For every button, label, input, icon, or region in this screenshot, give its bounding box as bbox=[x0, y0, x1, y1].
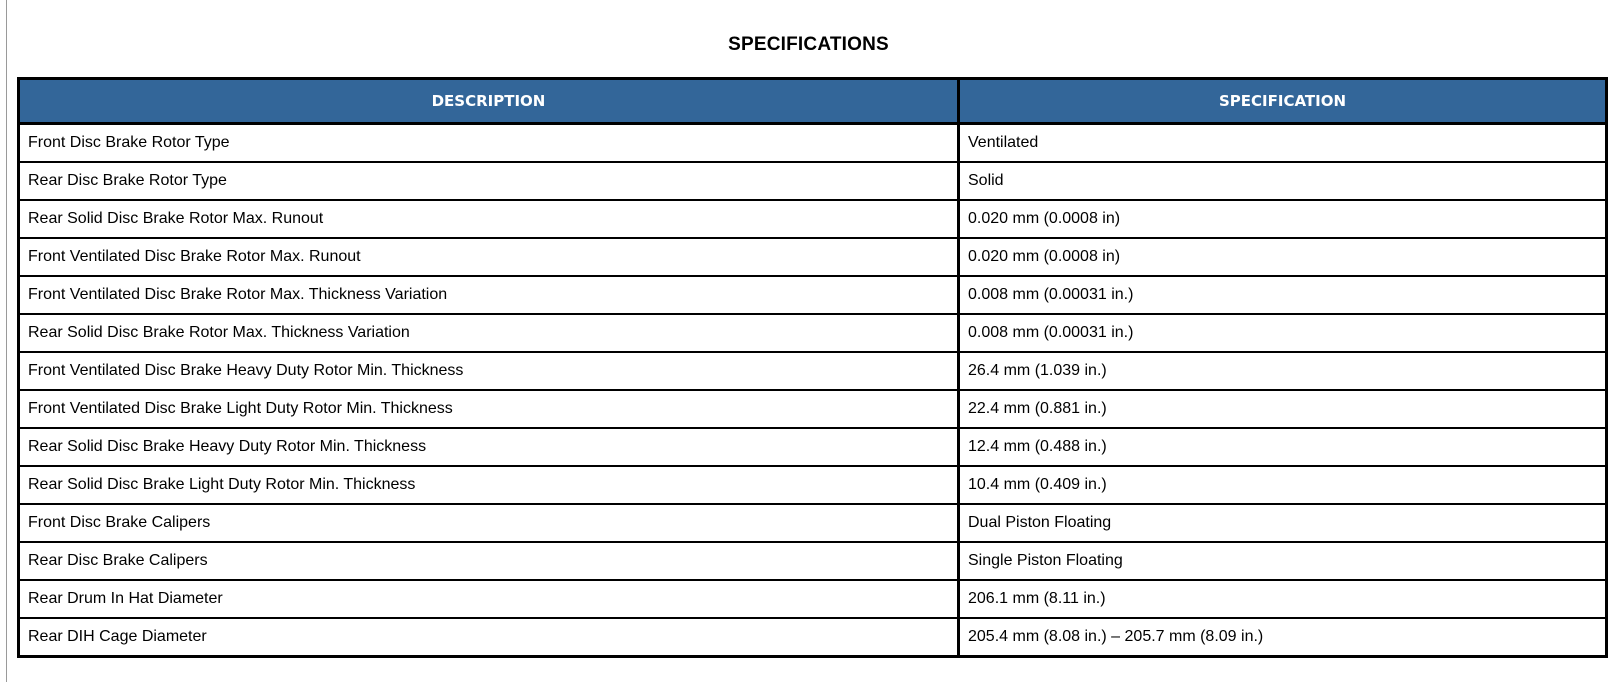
table-row bbox=[19, 352, 1607, 390]
cell-specification: 0.020 mm (0.0008 in) bbox=[959, 238, 1607, 276]
cell-specification: 22.4 mm (0.881 in.) bbox=[959, 390, 1607, 428]
cell-description: Front Ventilated Disc Brake Rotor Max. Runout bbox=[19, 238, 959, 276]
table-row bbox=[19, 124, 1607, 163]
table-row bbox=[19, 580, 1607, 618]
table-row bbox=[19, 428, 1607, 466]
cell-specification: 206.1 mm (8.11 in.) bbox=[959, 580, 1607, 618]
cell-description: Rear Solid Disc Brake Rotor Max. Runout bbox=[19, 200, 959, 238]
cell-specification: 0.008 mm (0.00031 in.) bbox=[959, 276, 1607, 314]
table-row bbox=[19, 504, 1607, 542]
cell-description: Front Ventilated Disc Brake Light Duty Rotor Min. Thickness bbox=[19, 390, 959, 428]
cell-specification: 10.4 mm (0.409 in.) bbox=[959, 466, 1607, 504]
cell-specification: 0.008 mm (0.00031 in.) bbox=[959, 314, 1607, 352]
table-row bbox=[19, 390, 1607, 428]
cell-description: Rear DIH Cage Diameter bbox=[19, 618, 959, 657]
table-header-row bbox=[19, 79, 1607, 124]
cell-description: Front Disc Brake Calipers bbox=[19, 504, 959, 542]
cell-specification: 12.4 mm (0.488 in.) bbox=[959, 428, 1607, 466]
cell-description: Rear Solid Disc Brake Light Duty Rotor Min. Thickness bbox=[19, 466, 959, 504]
table-row bbox=[19, 238, 1607, 276]
cell-description: Rear Disc Brake Calipers bbox=[19, 542, 959, 580]
table-row bbox=[19, 200, 1607, 238]
specifications-table bbox=[17, 77, 1608, 658]
cell-specification: 0.020 mm (0.0008 in) bbox=[959, 200, 1607, 238]
cell-description: Rear Drum In Hat Diameter bbox=[19, 580, 959, 618]
cell-specification: Dual Piston Floating bbox=[959, 504, 1607, 542]
cell-description: Rear Disc Brake Rotor Type bbox=[19, 162, 959, 200]
cell-specification: 26.4 mm (1.039 in.) bbox=[959, 352, 1607, 390]
cell-description: Front Ventilated Disc Brake Heavy Duty Rotor Min. Thickness bbox=[19, 352, 959, 390]
cell-description: Front Ventilated Disc Brake Rotor Max. Thickness Variation bbox=[19, 276, 959, 314]
cell-description: Front Disc Brake Rotor Type bbox=[19, 124, 959, 163]
table-row bbox=[19, 466, 1607, 504]
cell-description: Rear Solid Disc Brake Heavy Duty Rotor Min. Thickness bbox=[19, 428, 959, 466]
cell-specification: Solid bbox=[959, 162, 1607, 200]
page-title: SPECIFICATIONS bbox=[728, 34, 889, 55]
header-specification: SPECIFICATION bbox=[959, 79, 1607, 124]
cell-description: Rear Solid Disc Brake Rotor Max. Thickness Variation bbox=[19, 314, 959, 352]
table-row bbox=[19, 162, 1607, 200]
table-row bbox=[19, 314, 1607, 352]
table-row bbox=[19, 618, 1607, 657]
cell-specification: Ventilated bbox=[959, 124, 1607, 163]
cell-specification: 205.4 mm (8.08 in.) – 205.7 mm (8.09 in.) bbox=[959, 618, 1607, 657]
header-description: DESCRIPTION bbox=[19, 79, 959, 124]
cell-specification: Single Piston Floating bbox=[959, 542, 1607, 580]
table-row bbox=[19, 276, 1607, 314]
table-row bbox=[19, 542, 1607, 580]
